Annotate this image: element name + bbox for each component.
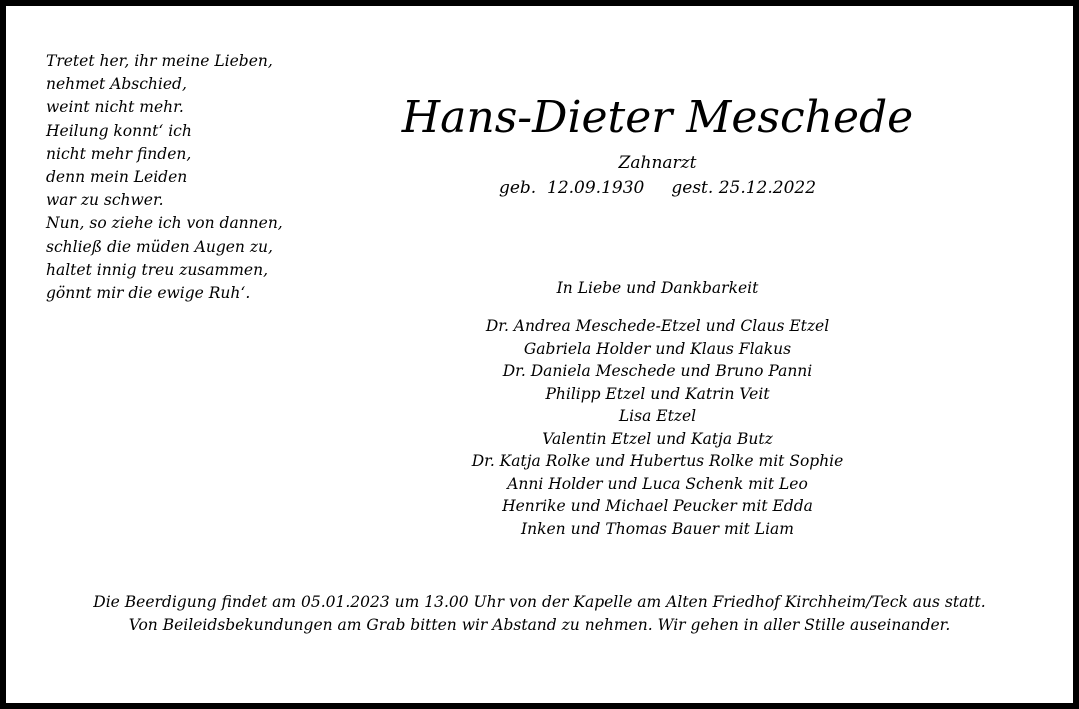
family-member: Dr. Andrea Meschede-Etzel und Claus Etzel — [485, 317, 830, 335]
poem-line: denn mein Leiden — [46, 168, 188, 187]
poem-line: Nun, so ziehe ich von dannen, — [46, 214, 283, 233]
funeral-notice — [20, 591, 1059, 637]
poem-line: haltet innig treu zusammen, — [46, 260, 269, 279]
deceased-profession: Zahnarzt — [618, 153, 697, 173]
family-member: Dr. Daniela Meschede und Bruno Panni — [502, 362, 813, 380]
funeral-line: Von Beileidsbekundungen am Grab bitten wir Abstand zu nehmen. Wir gehen in aller Stille auseinander. — [128, 616, 951, 634]
born-date: 12.09.1930 — [547, 178, 645, 198]
family-member: Philipp Etzel und Katrin Veit — [545, 384, 770, 403]
died-date: 25.12.2022 — [718, 178, 817, 198]
poem-line: nehmet Abschied, — [46, 75, 187, 94]
poem-line: schließ die müden Augen zu, — [46, 237, 273, 256]
poem — [46, 50, 346, 305]
died-label: gest. — [671, 178, 714, 198]
family-member: Anni Holder und Luca Schenk mit Leo — [507, 474, 808, 493]
poem-line: gönnt mir die ewige Ruh‘. — [46, 284, 251, 303]
poem-line: Tretet her, ihr meine Lieben, — [46, 52, 273, 70]
funeral-line: Die Beerdigung findet am 05.01.2023 um 13.00 Uhr von der Kapelle am Alten Friedhof Kirchheim/Teck aus statt. — [93, 593, 986, 611]
poem-line: war zu schwer. — [46, 191, 164, 210]
family-member: Gabriela Holder und Klaus Flakus — [523, 339, 792, 358]
family-list — [340, 315, 975, 540]
poem-line: weint nicht mehr. — [46, 98, 184, 117]
poem-line: nicht mehr finden, — [46, 144, 192, 163]
gratitude-line: In Liebe und Dankbarkeit — [556, 279, 759, 297]
family-member: Valentin Etzel und Katja Butz — [542, 429, 773, 448]
family-member: Dr. Katja Rolke und Hubertus Rolke mit Sophie — [471, 452, 844, 470]
family-member: Henrike und Michael Peucker mit Edda — [502, 497, 813, 515]
family-member: Inken und Thomas Bauer mit Liam — [521, 519, 794, 538]
deceased-name: Hans-Dieter Meschede — [401, 92, 914, 143]
poem-line: Heilung konnt‘ ich — [46, 121, 192, 140]
family-member: Lisa Etzel — [618, 407, 697, 425]
life-dates — [340, 176, 975, 200]
born-label: geb. — [498, 178, 537, 198]
